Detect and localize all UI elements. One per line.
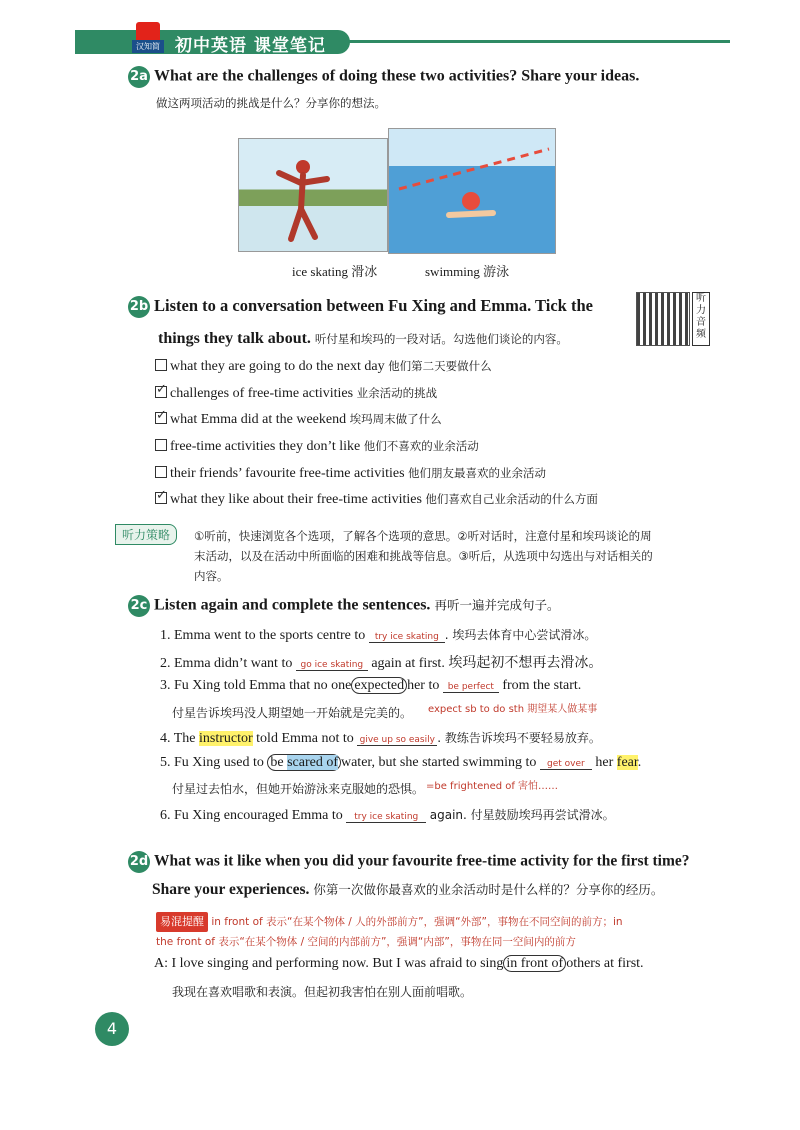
sentence-5 <box>160 755 641 771</box>
swimmer-icon <box>389 129 555 253</box>
q2b-line1: Listen to a conversation between Fu Xing and Emma. Tick the <box>154 296 593 315</box>
ice-skating-image <box>238 138 388 252</box>
question-2d <box>128 851 690 873</box>
q2c-cn: 再听一遍并完成句子。 <box>434 597 560 613</box>
badge-2c: 2c <box>128 595 150 617</box>
answer-blank[interactable]: try ice skating <box>346 812 426 823</box>
check-item-5[interactable] <box>155 465 546 482</box>
answer-a-cn: 我现在喜欢唱歌和表演。但起初我害怕在别人面前唱歌。 <box>172 985 473 999</box>
item-text: challenges of free-time activities <box>170 386 354 401</box>
s5-note: =be frightened of 害怕…… <box>426 781 559 792</box>
q2a-question: What are the challenges of doing these two activities? Share your ideas. <box>154 67 640 85</box>
answer-blank[interactable]: get over <box>540 759 592 770</box>
checkbox-checked-icon[interactable]: ✓ <box>156 488 167 503</box>
qr-label: 听力音频 <box>692 292 710 346</box>
checkbox-checked-icon[interactable]: ✓ <box>156 382 167 397</box>
logo-text: 汉知简 <box>132 40 164 53</box>
check-item-1[interactable] <box>155 358 492 375</box>
s5-be: be <box>270 755 284 770</box>
warning-note <box>156 912 716 952</box>
s5-period: . <box>637 755 642 770</box>
q2a-cn: 做这两项活动的挑战是什么？分享你的想法。 <box>156 96 386 110</box>
checkbox-empty-icon[interactable] <box>155 359 167 371</box>
item-cn: 他们喜欢自己业余活动的什么方面 <box>425 492 598 506</box>
q2b-line2: things they talk about. <box>158 330 311 347</box>
item-text: free-time activities they don’t like <box>170 439 361 454</box>
question-2a <box>128 66 639 88</box>
q2d-line1: What was it like when you did your favourite free-time activity for the first time? <box>154 852 690 870</box>
page-header <box>0 0 800 62</box>
s2-text: 2. Emma didn’t want to <box>160 656 293 671</box>
caption-swimming: swimming 游泳 <box>425 264 510 279</box>
ice-skater-icon <box>239 139 387 251</box>
answer-blank[interactable]: go ice skating <box>296 660 368 671</box>
answer-a <box>154 956 644 972</box>
question-2b <box>128 296 593 318</box>
answer-a-text: A: I love singing and performing now. But I was afraid to sing <box>154 956 504 971</box>
swimming-image <box>388 128 556 254</box>
check-item-6[interactable] <box>155 488 598 508</box>
item-text: their friends’ favourite free-time activities <box>170 466 405 481</box>
item-cn: 他们朋友最喜欢的业余活动 <box>408 466 547 480</box>
s4-text-mid: told Emma not to <box>256 731 354 746</box>
check-item-3[interactable] <box>155 408 442 428</box>
strategy-line-1: ①听前，快速浏览各个选项，了解各个选项的意思。②听对话时，注意付星和埃玛谈论的周 <box>194 529 652 543</box>
s3-text-mid: her to <box>407 678 440 693</box>
badge-2b: 2b <box>128 296 150 318</box>
sentence-1 <box>160 626 596 644</box>
s3-circled-word: expected <box>351 677 407 694</box>
answer-a-circled: in front of <box>503 955 566 972</box>
s5-fear-highlight: fear <box>616 755 638 770</box>
item-text: what they like about their free-time activities <box>170 492 422 507</box>
q2d-cn: 你第一次做你最喜欢的业余活动时是什么样的？分享你的经历。 <box>313 882 664 897</box>
caption-ice-skating: ice skating 滑冰 <box>292 264 378 279</box>
question-2c <box>128 595 559 617</box>
badge-2a: 2a <box>128 66 150 88</box>
s3-text-end: from the start. <box>502 678 582 693</box>
checkbox-checked-icon[interactable]: ✓ <box>156 408 167 423</box>
s4-highlight: instructor <box>199 731 253 746</box>
item-cn: 埃玛周末做了什么 <box>349 412 442 426</box>
item-cn: 业余活动的挑战 <box>356 386 438 400</box>
answer-blank[interactable]: try ice skating <box>369 632 445 643</box>
s5-highlight: scared of <box>287 755 338 770</box>
strategy-line-2: 末活动，以及在活动中所面临的困难和挑战等信息。③听后，从选项中勾选出与对话相关的 <box>194 549 653 563</box>
s5-text: 5. Fu Xing used to <box>160 755 264 770</box>
page-number: 4 <box>95 1012 129 1046</box>
header-title: 初中英语 课堂笔记 <box>175 36 326 56</box>
warning-line-2: the front of 表示“在某个物体 / 空间的内部前方”，强调“内部”，事物在同一空间内的前方 <box>156 936 576 948</box>
q2b-cn: 听付星和埃玛的一段对话。勾选他们谈论的内容。 <box>314 332 568 346</box>
s4-text-end: . 教练告诉埃玛不要轻易放弃。 <box>437 731 601 745</box>
strategy-tag: 听力策略 <box>115 524 177 545</box>
sentence-2 <box>160 652 602 672</box>
s1-text-end: . 埃玛去体育中心尝试滑冰。 <box>444 628 597 642</box>
item-cn: 他们不喜欢的业余活动 <box>363 439 479 453</box>
q2d-line2-row <box>152 880 663 899</box>
s3-cn: 付星告诉埃玛没人期望她一开始就是完美的。 <box>172 706 413 720</box>
item-cn: 他们第二天要做什么 <box>388 359 492 373</box>
warning-line-1: in front of 表示“在某个物体 / 人的外部前方”，强调“外部”，事物在不同空间的前方；in <box>211 916 623 928</box>
sentence-3 <box>160 678 581 694</box>
answer-blank[interactable]: be perfect <box>443 682 499 693</box>
strategy-text <box>194 526 714 586</box>
s5-text-her: her <box>595 755 614 770</box>
s6-text-end: again. 付星鼓励埃玛再尝试滑冰。 <box>429 808 615 822</box>
s2-text-end: again at first. 埃玛起初不想再去滑冰。 <box>371 656 603 671</box>
s1-text: 1. Emma went to the sports centre to <box>160 628 366 643</box>
qr-code-icon[interactable] <box>636 292 690 346</box>
strategy-line-3: 内容。 <box>194 569 229 583</box>
checkbox-empty-icon[interactable] <box>155 466 167 478</box>
item-text: what Emma did at the weekend <box>170 412 347 427</box>
s3-note: expect sb to do sth 期望某人做某事 <box>428 704 598 715</box>
q2c-title: Listen again and complete the sentences. <box>154 596 431 614</box>
s5-text-mid: water, but she started swimming to <box>340 755 537 770</box>
sentence-6 <box>160 806 615 824</box>
s3-text: 3. Fu Xing told Emma that no one <box>160 678 352 693</box>
sentence-4 <box>160 729 601 747</box>
answer-a-end: others at first. <box>566 956 644 971</box>
check-item-4[interactable] <box>155 438 479 455</box>
q2d-line2: Share your experiences. <box>152 881 310 898</box>
s4-text: 4. The <box>160 731 196 746</box>
item-text: what they are going to do the next day <box>170 359 385 374</box>
s5-cn: 付星过去怕水，但她开始游泳来克服她的恐惧。 <box>172 782 425 796</box>
check-item-2[interactable] <box>155 382 438 402</box>
badge-2d: 2d <box>128 851 150 873</box>
s6-text: 6. Fu Xing encouraged Emma to <box>160 808 343 823</box>
book-logo-icon <box>132 22 164 54</box>
checkbox-empty-icon[interactable] <box>155 439 167 451</box>
header-line <box>340 40 730 43</box>
warning-tag: 易混提醒 <box>156 912 208 932</box>
answer-blank[interactable]: give up so easily <box>357 735 437 746</box>
q2b-line2-row <box>158 330 568 348</box>
